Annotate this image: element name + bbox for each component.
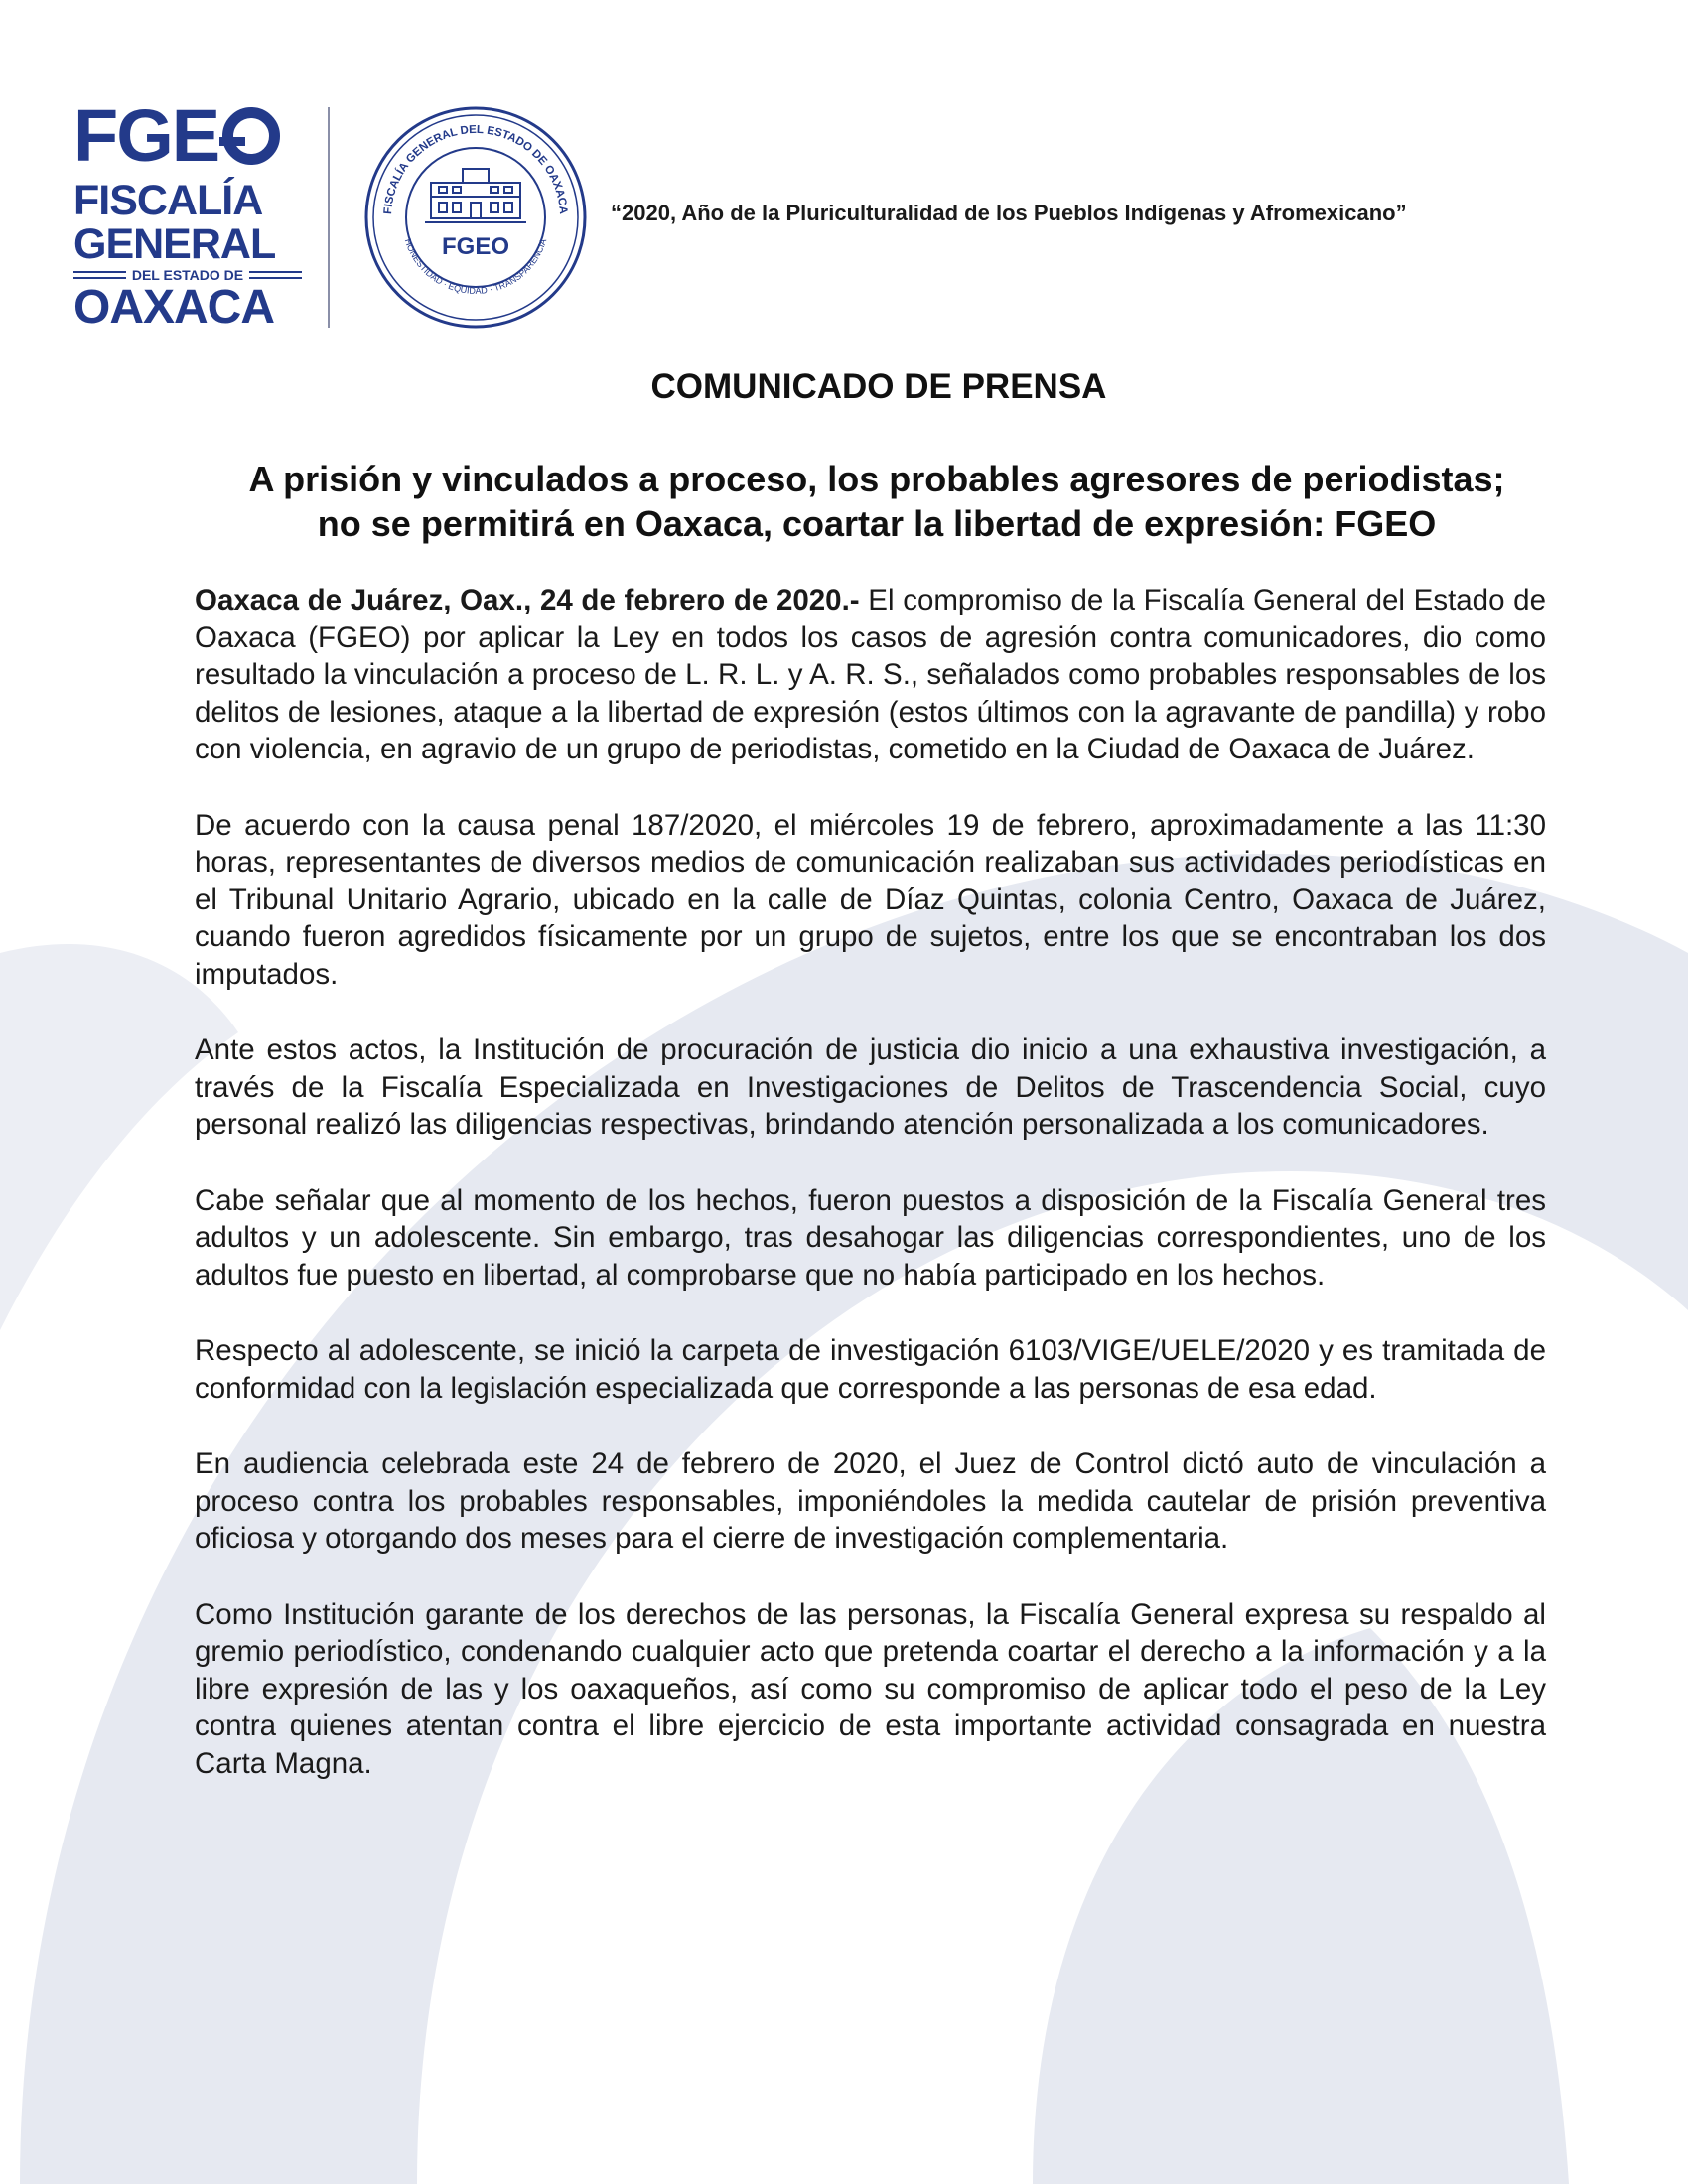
seal-bottom-text: HONESTIDAD · EQUIDAD · TRANSPARENCIA [402, 237, 549, 296]
press-release-body [195, 582, 1546, 1821]
logo-line2: GENERAL [73, 220, 276, 268]
motto: “2020, Año de la Pluriculturalidad de los Pueblos Indígenas y Afromexicano” [611, 201, 1407, 225]
logo-bar-right [249, 271, 302, 279]
paragraph-5: Respecto al adolescente, se inició la carpeta de investigación 6103/VIGE/UELE/2020 y es tramitada de conformidad con la legislación especializada que corresponde a las personas de esa edad. [195, 1334, 1546, 1405]
logo-o-ring [222, 107, 280, 165]
paragraph-1-text: El compromiso de la Fiscalía General del Estado de Oaxaca (FGEO) por aplicar la Ley en todos los casos de agresión contra comunicadores, dio como resultado la vinculación a proceso de L. R. L. y A. R. S., señalados como probables responsables de los delitos de lesiones, ataque a la libertad de expresión (estos últimos con la agravante de pandilla) y robo con violencia, en agravio de un grupo de periodistas, cometido en la Ciudad de Oaxaca de Juárez. [195, 584, 1546, 765]
seal-center-text: FGEO [441, 233, 510, 260]
paragraph-1 [195, 582, 1546, 768]
logo-line1: FISCALÍA [73, 177, 263, 224]
headline [195, 457, 1559, 546]
logo-acronym-letters: FGE [73, 94, 219, 177]
seal-top-text: FISCALÍA GENERAL DEL ESTADO DE OAXACA [382, 123, 570, 215]
headline-line1: A prisión y vinculados a proceso, los probables agresores de periodistas; [248, 459, 1505, 499]
logo-acronym [73, 94, 302, 177]
page-title: COMUNICADO DE PRENSA [650, 367, 1107, 406]
institutional-seal-icon [363, 105, 588, 330]
fgeo-logo-icon [73, 94, 302, 334]
paragraph-2: De acuerdo con la causa penal 187/2020, el miércoles 19 de febrero, aproximadamente a las 11:30 horas, representantes de diversos medios de comunicación realizaban sus actividades periodísticas en el Tribunal Unitario Agrario, ubicado en la calle de Díaz Quintas, colonia Centro, Oaxaca de Juárez, cuando fueron agredidos físicamente por un grupo de sujetos, entre los que se encontraban los dos imputados. [195, 808, 1546, 991]
logo-divider [328, 107, 330, 328]
dateline: Oaxaca de Juárez, Oax., 24 de febrero de 2020.- [195, 584, 860, 616]
paragraph-7: Como Institución garante de los derechos de las personas, la Fiscalía General expresa su respaldo al gremio periodístico, condenando cualquier acto que pretenda coartar el derecho a la información y a la libre expresión de las y los oaxaqueños, así como su compromiso de aplicar todo el peso de la Ley contra quienes atentan contra el libre ejercicio de esta importante actividad consagrada en nuestra Carta Magna. [195, 1597, 1546, 1780]
logo-bar-left [73, 271, 126, 279]
paragraph-4: Cabe señalar que al momento de los hechos, fueron puestos a disposición de la Fiscalía General tres adultos y un adolescente. Sin embargo, tras desahogar las diligencias correspondientes, uno de los adultos fue puesto en libertad, al comprobarse que no había participado en los hechos. [195, 1183, 1546, 1292]
paragraph-3: Ante estos actos, la Institución de procuración de justicia dio inicio a una exhaustiva investigación, a través de la Fiscalía Especializada en Investigaciones de Delitos de Trascendencia Social, cuyo personal realizó las diligencias respectivas, brindando atención personalizada a los comunicadores. [195, 1033, 1546, 1141]
logo-small-text: DEL ESTADO DE [131, 267, 244, 283]
headline-line2: no se permitirá en Oaxaca, coartar la libertad de expresión: FGEO [317, 503, 1437, 544]
logo-line3: OAXACA [73, 281, 275, 334]
paragraph-6: En audiencia celebrada este 24 de febrero de 2020, el Juez de Control dictó auto de vinculación a proceso contra los probables responsables, imponiéndoles la medida cautelar de prisión preventiva oficiosa y otorgando dos meses para el cierre de investigación complementaria. [195, 1447, 1546, 1555]
